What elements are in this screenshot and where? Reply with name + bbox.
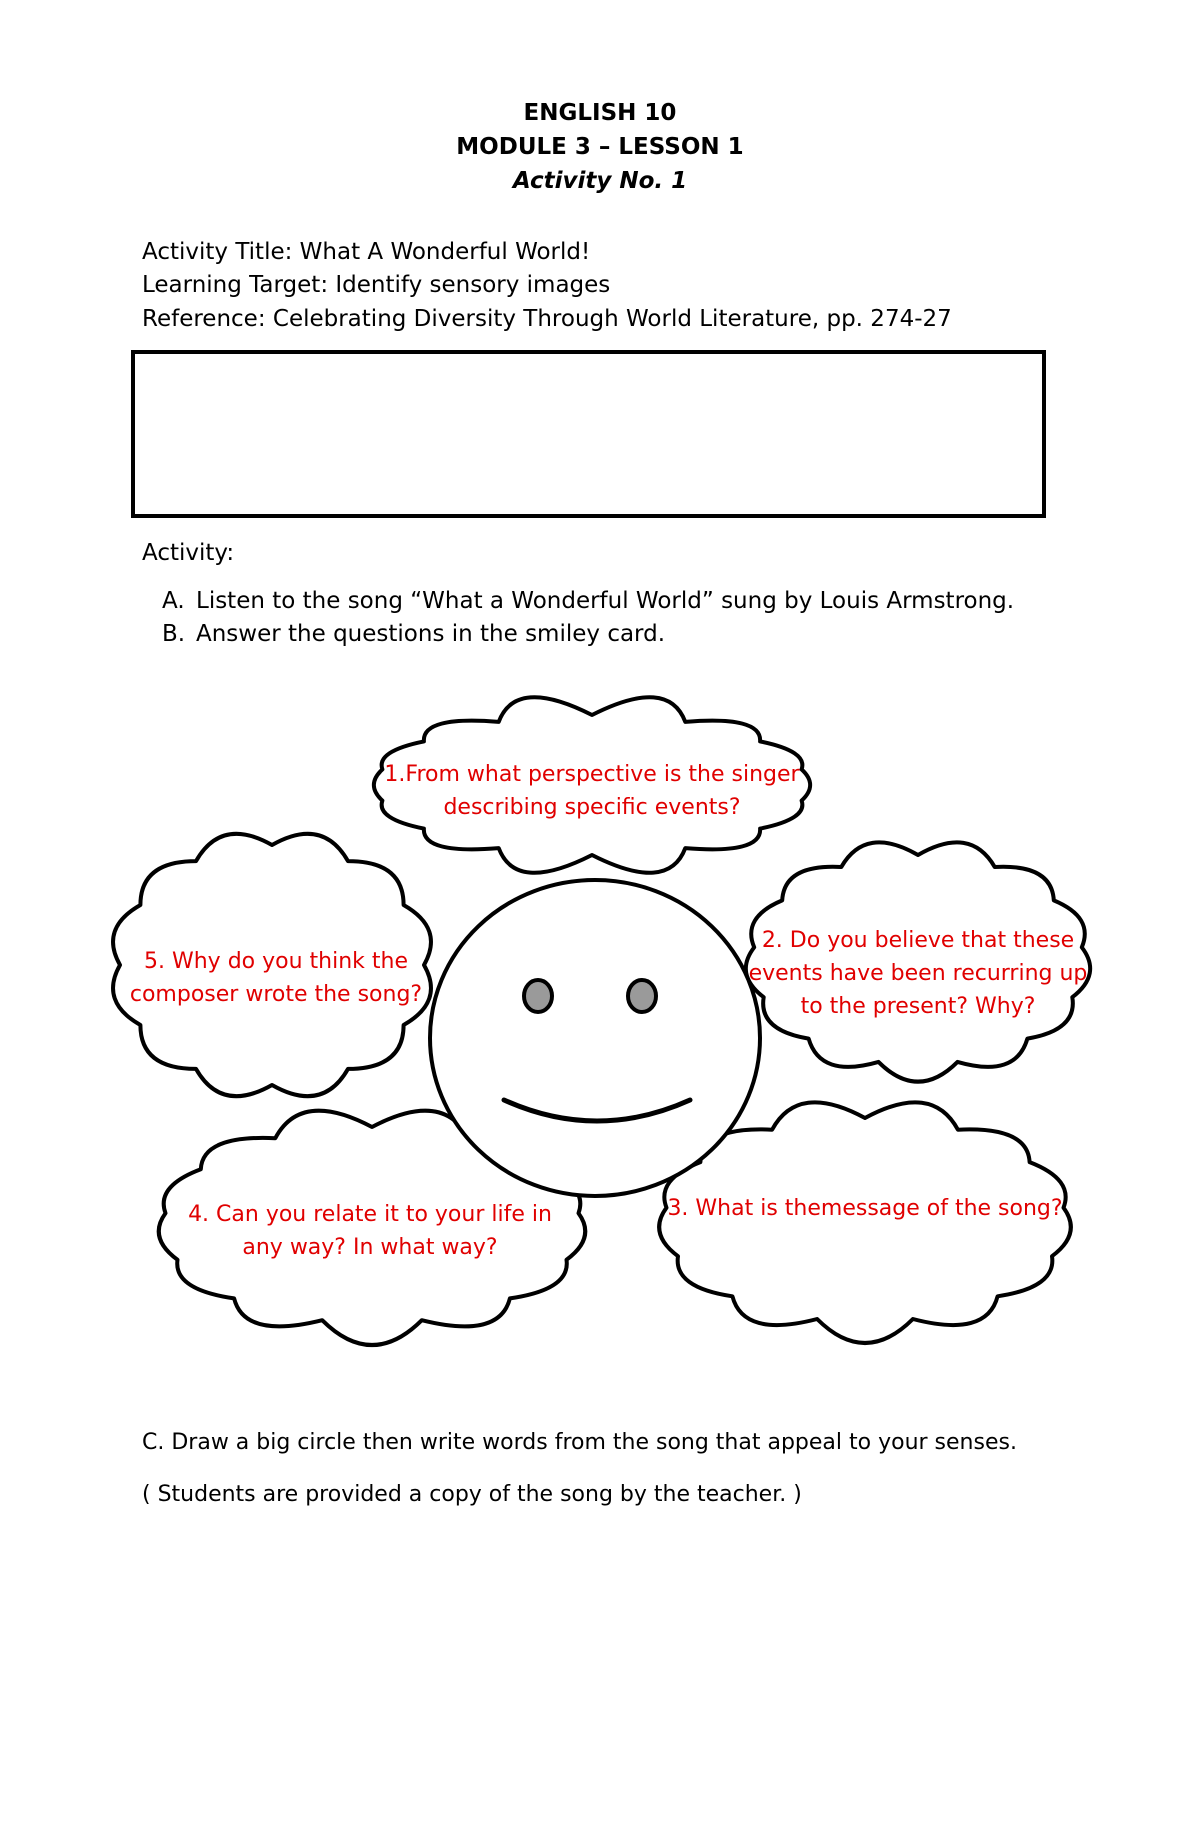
question-3: 3. What is themessage of the song? bbox=[667, 1196, 1063, 1221]
smiley-card-diagram bbox=[0, 690, 1200, 1390]
activity-item-c: C. Draw a big circle then write words from the song that appeal to your senses. bbox=[142, 1430, 1017, 1455]
item-letter: B. bbox=[162, 621, 186, 647]
item-letter: A. bbox=[162, 588, 185, 614]
question-1: 1.From what perspective is the singer describing specific events? bbox=[384, 762, 800, 820]
teacher-note: ( Students are provided a copy of the song by the teacher. ) bbox=[142, 1482, 802, 1507]
activity-title: Activity Title: What A Wonderful World! bbox=[142, 239, 591, 265]
question-2: 2. Do you believe that these events have been recurring up to the present? Why? bbox=[748, 928, 1088, 1019]
activity-item-b bbox=[162, 621, 665, 647]
module-heading: MODULE 3 – LESSON 1 bbox=[456, 134, 744, 160]
reference: Reference: Celebrating Diversity Through World Literature, pp. 274-27 bbox=[142, 306, 952, 332]
face-circle bbox=[430, 880, 760, 1196]
subject-heading: ENGLISH 10 bbox=[523, 100, 677, 126]
item-text: Answer the questions in the smiley card. bbox=[196, 621, 666, 647]
activity-label: Activity: bbox=[142, 540, 235, 566]
question-5: 5. Why do you think the composer wrote the song? bbox=[129, 949, 423, 1007]
question-4: 4. Can you relate it to your life in any way? In what way? bbox=[188, 1202, 552, 1260]
smiley-face bbox=[430, 880, 760, 1196]
activity-number-heading: Activity No. 1 bbox=[512, 168, 688, 194]
right-eye bbox=[628, 980, 656, 1012]
activity-item-a bbox=[162, 588, 1014, 614]
item-text: Listen to the song “What a Wonderful World” sung by Louis Armstrong. bbox=[196, 588, 1015, 614]
learning-target: Learning Target: Identify sensory images bbox=[142, 272, 611, 298]
answer-box bbox=[131, 350, 1046, 518]
left-eye bbox=[524, 980, 552, 1012]
